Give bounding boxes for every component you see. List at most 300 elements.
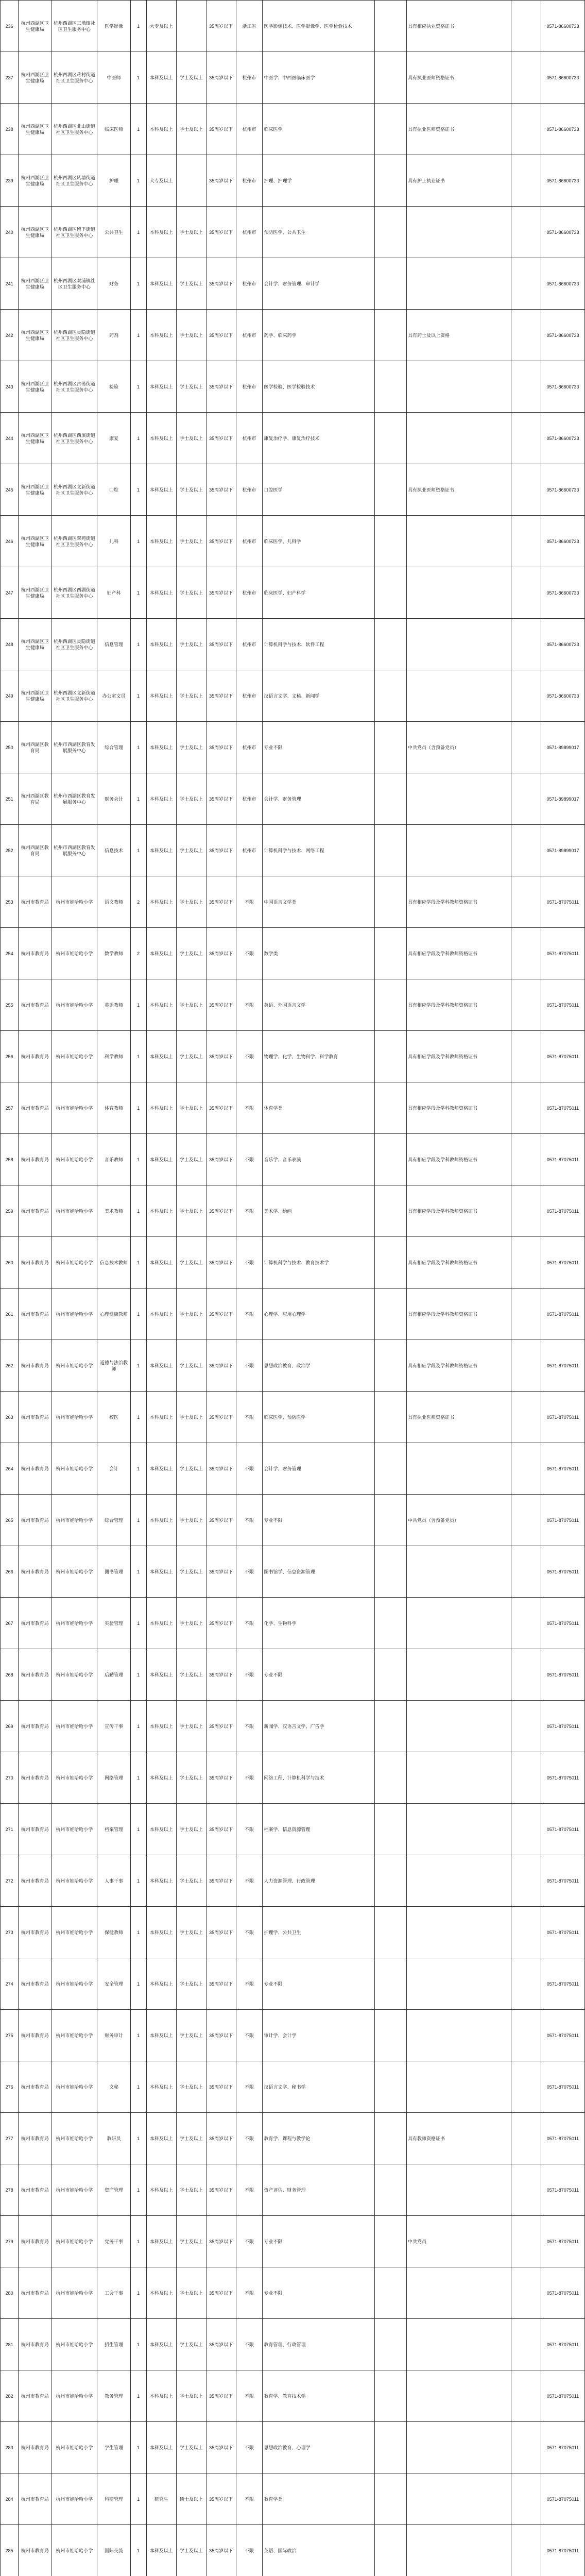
table-row xyxy=(1,2267,585,2319)
table-cell xyxy=(511,104,541,155)
table-cell: 0571-87075011 xyxy=(541,1237,584,1289)
table-cell: 0571-87075011 xyxy=(541,2525,584,2576)
table-cell: 教务管理 xyxy=(97,2370,130,2422)
table-cell: 不限 xyxy=(236,2422,263,2473)
table-cell: 本科及以上 xyxy=(146,1031,176,1082)
table-cell: 杭州市西湖区教育发展服务中心 xyxy=(51,722,97,773)
table-cell: 杭州市教育局 xyxy=(19,2473,51,2525)
table-cell: 工会干事 xyxy=(97,2267,130,2319)
table-cell: 本科及以上 xyxy=(146,1289,176,1340)
table-cell: 杭州市教育局 xyxy=(19,2267,51,2319)
table-cell: 杭州市教育局 xyxy=(19,1546,51,1598)
table-cell: 本科及以上 xyxy=(146,1907,176,1958)
table-cell: 1 xyxy=(130,1752,146,1804)
table-cell xyxy=(176,1,206,52)
table-cell: 35周岁以下 xyxy=(206,2113,236,2164)
table-cell: 后勤管理 xyxy=(97,1649,130,1701)
table-cell: 0571-86600733 xyxy=(541,619,584,670)
table-cell: 中共党员 xyxy=(407,2216,511,2267)
table-cell: 248 xyxy=(1,619,19,670)
table-cell xyxy=(511,670,541,722)
table-cell xyxy=(511,1289,541,1340)
table-cell: 具有药士及以上资格 xyxy=(407,310,511,361)
table-cell: 35周岁以下 xyxy=(206,1340,236,1392)
table-cell: 不限 xyxy=(236,1598,263,1649)
table-cell: 杭州市 xyxy=(236,52,263,104)
table-cell xyxy=(374,670,406,722)
table-cell: 不限 xyxy=(236,1031,263,1082)
table-cell: 0571-87075011 xyxy=(541,1340,584,1392)
table-cell: 35周岁以下 xyxy=(206,1134,236,1185)
table-cell: 学士及以上 xyxy=(176,567,206,619)
table-cell xyxy=(374,928,406,979)
table-cell xyxy=(407,773,511,825)
table-cell xyxy=(374,2061,406,2113)
table-cell: 不限 xyxy=(236,1185,263,1237)
table-cell: 35周岁以下 xyxy=(206,1289,236,1340)
table-cell: 35周岁以下 xyxy=(206,825,236,876)
table-cell: 临床医学、妇产科学 xyxy=(263,567,374,619)
table-cell: 本科及以上 xyxy=(146,361,176,413)
table-cell: 237 xyxy=(1,52,19,104)
table-cell: 学士及以上 xyxy=(176,1495,206,1546)
table-cell xyxy=(511,1082,541,1134)
table-cell xyxy=(407,2061,511,2113)
table-cell: 1 xyxy=(130,1855,146,1907)
table-cell: 杭州西湖区教育局 xyxy=(19,722,51,773)
table-cell: 学士及以上 xyxy=(176,1443,206,1495)
table-cell: 具有执业医师资格证书 xyxy=(407,52,511,104)
table-cell: 1 xyxy=(130,516,146,567)
table-cell: 学士及以上 xyxy=(176,1546,206,1598)
table-cell: 35周岁以下 xyxy=(206,1495,236,1546)
table-cell: 学士及以上 xyxy=(176,1598,206,1649)
table-cell: 科研管理 xyxy=(97,2473,130,2525)
table-cell: 0571-86600733 xyxy=(541,207,584,258)
table-cell: 1 xyxy=(130,2061,146,2113)
table-cell: 杭州市教育局 xyxy=(19,2370,51,2422)
table-cell: 279 xyxy=(1,2216,19,2267)
table-row xyxy=(1,155,585,207)
table-cell: 杭州市 xyxy=(236,104,263,155)
table-cell: 1 xyxy=(130,258,146,310)
table-cell: 本科及以上 xyxy=(146,1752,176,1804)
table-row xyxy=(1,1340,585,1392)
table-cell: 综合管理 xyxy=(97,722,130,773)
table-cell: 杭州西湖区卫生健康局 xyxy=(19,155,51,207)
table-cell: 1 xyxy=(130,361,146,413)
table-cell: 具有相应学段及学科教师资格证书 xyxy=(407,1082,511,1134)
table-cell: 1 xyxy=(130,310,146,361)
table-cell: 道德与法治教师 xyxy=(97,1340,130,1392)
table-cell: 杭州市教育局 xyxy=(19,1031,51,1082)
table-cell: 285 xyxy=(1,2525,19,2576)
table-cell: 杭州市娃哈哈小学 xyxy=(51,979,97,1031)
table-cell xyxy=(407,2370,511,2422)
table-cell: 医学检验、医学检验技术 xyxy=(263,361,374,413)
table-cell: 杭州西湖区教育局 xyxy=(19,825,51,876)
table-cell: 不限 xyxy=(236,1907,263,1958)
table-cell: 0571-87075011 xyxy=(541,1392,584,1443)
table-cell: 0571-86600733 xyxy=(541,464,584,516)
table-cell: 不限 xyxy=(236,2010,263,2061)
table-cell xyxy=(374,1804,406,1855)
table-cell xyxy=(511,207,541,258)
table-cell xyxy=(511,2113,541,2164)
table-row xyxy=(1,1752,585,1804)
table-cell: 35周岁以下 xyxy=(206,2216,236,2267)
table-cell: 杭州西湖区文新街道社区卫生服务中心 xyxy=(51,464,97,516)
table-cell: 1 xyxy=(130,1,146,52)
table-cell: 0571-86600733 xyxy=(541,310,584,361)
table-cell: 35周岁以下 xyxy=(206,1649,236,1701)
table-cell: 246 xyxy=(1,516,19,567)
table-cell: 杭州西湖区翠苑街道社区卫生服务中心 xyxy=(51,516,97,567)
table-cell: 0571-87075011 xyxy=(541,1289,584,1340)
table-cell: 不限 xyxy=(236,1546,263,1598)
table-cell: 242 xyxy=(1,310,19,361)
table-cell xyxy=(511,310,541,361)
table-row xyxy=(1,310,585,361)
table-cell: 杭州西湖区卫生健康局 xyxy=(19,207,51,258)
table-cell: 35周岁以下 xyxy=(206,1237,236,1289)
table-cell: 网络工程、计算机科学与技术 xyxy=(263,1752,374,1804)
table-cell xyxy=(374,773,406,825)
table-cell: 杭州市娃哈哈小学 xyxy=(51,2061,97,2113)
table-cell: 杭州市娃哈哈小学 xyxy=(51,2370,97,2422)
table-cell: 杭州市 xyxy=(236,516,263,567)
table-cell: 杭州西湖区蒋村街道社区卫生服务中心 xyxy=(51,52,97,104)
table-row xyxy=(1,361,585,413)
table-cell: 具有相应学段及学科教师资格证书 xyxy=(407,876,511,928)
table-cell: 265 xyxy=(1,1495,19,1546)
table-cell: 252 xyxy=(1,825,19,876)
table-cell: 260 xyxy=(1,1237,19,1289)
table-cell: 35周岁以下 xyxy=(206,1804,236,1855)
table-cell: 杭州西湖区灵隐街道社区卫生服务中心 xyxy=(51,310,97,361)
table-cell: 1 xyxy=(130,2525,146,2576)
table-cell: 271 xyxy=(1,1804,19,1855)
table-cell: 人力资源管理、行政管理 xyxy=(263,1855,374,1907)
table-cell: 0571-87075011 xyxy=(541,2319,584,2370)
table-cell: 资产管理 xyxy=(97,2164,130,2216)
table-row xyxy=(1,1546,585,1598)
table-cell: 会计 xyxy=(97,1443,130,1495)
table-cell: 杭州西湖区卫生健康局 xyxy=(19,670,51,722)
table-cell: 不限 xyxy=(236,1443,263,1495)
table-cell xyxy=(407,413,511,464)
table-cell: 杭州市教育局 xyxy=(19,2061,51,2113)
table-cell: 杭州西湖区转塘街道社区卫生服务中心 xyxy=(51,155,97,207)
table-row xyxy=(1,207,585,258)
table-cell xyxy=(374,310,406,361)
table-cell xyxy=(511,2216,541,2267)
table-cell: 263 xyxy=(1,1392,19,1443)
table-cell xyxy=(511,464,541,516)
table-cell xyxy=(511,1495,541,1546)
table-cell xyxy=(511,1855,541,1907)
table-cell: 不限 xyxy=(236,2216,263,2267)
table-row xyxy=(1,619,585,670)
table-cell xyxy=(374,2216,406,2267)
table-cell: 1 xyxy=(130,2319,146,2370)
table-cell xyxy=(511,1598,541,1649)
table-cell: 预防医学、公共卫生 xyxy=(263,207,374,258)
table-cell: 杭州市娃哈哈小学 xyxy=(51,876,97,928)
table-cell: 杭州市教育局 xyxy=(19,1134,51,1185)
table-cell: 具有相应学段及学科教师资格证书 xyxy=(407,1185,511,1237)
table-cell: 中医师 xyxy=(97,52,130,104)
table-cell: 236 xyxy=(1,1,19,52)
table-cell: 杭州市 xyxy=(236,567,263,619)
table-cell: 计算机科学与技术、软件工程 xyxy=(263,619,374,670)
table-cell: 杭州市娃哈哈小学 xyxy=(51,1495,97,1546)
table-cell: 本科及以上 xyxy=(146,567,176,619)
table-cell: 270 xyxy=(1,1752,19,1804)
table-cell: 杭州西湖区三墩镇社区卫生服务中心 xyxy=(51,1,97,52)
table-cell: 杭州市娃哈哈小学 xyxy=(51,1031,97,1082)
table-cell: 1 xyxy=(130,1958,146,2010)
table-cell: 资产评估、财务管理 xyxy=(263,2164,374,2216)
table-cell: 0571-87075011 xyxy=(541,1495,584,1546)
table-cell: 0571-86600733 xyxy=(541,104,584,155)
table-cell: 杭州市娃哈哈小学 xyxy=(51,2319,97,2370)
table-cell: 药学、临床药学 xyxy=(263,310,374,361)
table-cell xyxy=(374,258,406,310)
table-cell: 35周岁以下 xyxy=(206,928,236,979)
table-cell: 体育学类 xyxy=(263,1082,374,1134)
table-cell: 杭州市 xyxy=(236,207,263,258)
table-cell xyxy=(511,361,541,413)
table-cell: 学士及以上 xyxy=(176,1340,206,1392)
table-cell: 校医 xyxy=(97,1392,130,1443)
table-cell: 学士及以上 xyxy=(176,361,206,413)
table-cell xyxy=(407,1958,511,2010)
table-cell: 本科及以上 xyxy=(146,619,176,670)
table-cell: 美术学、绘画 xyxy=(263,1185,374,1237)
table-cell: 1 xyxy=(130,207,146,258)
table-cell: 本科及以上 xyxy=(146,207,176,258)
table-cell: 1 xyxy=(130,1598,146,1649)
table-cell: 1 xyxy=(130,1340,146,1392)
table-cell: 综合管理 xyxy=(97,1495,130,1546)
table-cell xyxy=(374,2422,406,2473)
table-cell xyxy=(374,2370,406,2422)
table-cell: 1 xyxy=(130,2216,146,2267)
table-cell: 本科及以上 xyxy=(146,104,176,155)
table-cell: 教育学、教育技术学 xyxy=(263,2370,374,2422)
table-cell xyxy=(374,1340,406,1392)
table-cell: 医学影像技术、医学影像学、医学检验技术 xyxy=(263,1,374,52)
table-cell: 杭州市娃哈哈小学 xyxy=(51,1907,97,1958)
table-cell: 专业不限 xyxy=(263,722,374,773)
table-cell xyxy=(511,1701,541,1752)
table-cell: 具有护士执业证书 xyxy=(407,155,511,207)
table-cell xyxy=(407,1752,511,1804)
table-cell xyxy=(511,52,541,104)
table-cell: 0571-87075011 xyxy=(541,1804,584,1855)
table-cell: 本科及以上 xyxy=(146,722,176,773)
table-cell: 会计学、财务管理、审计学 xyxy=(263,258,374,310)
table-cell: 0571-87075011 xyxy=(541,2164,584,2216)
table-cell: 276 xyxy=(1,2061,19,2113)
table-cell: 35周岁以下 xyxy=(206,155,236,207)
table-cell: 人事干事 xyxy=(97,1855,130,1907)
table-cell: 数学类 xyxy=(263,928,374,979)
table-cell: 本科及以上 xyxy=(146,876,176,928)
table-cell: 0571-87075011 xyxy=(541,1907,584,1958)
table-cell: 杭州市娃哈哈小学 xyxy=(51,2525,97,2576)
table-cell: 0571-87075011 xyxy=(541,979,584,1031)
table-cell: 253 xyxy=(1,876,19,928)
table-row xyxy=(1,2473,585,2525)
table-cell: 本科及以上 xyxy=(146,258,176,310)
table-cell: 英语、外国语言文学 xyxy=(263,979,374,1031)
table-cell xyxy=(374,2267,406,2319)
table-cell: 公共卫生 xyxy=(97,207,130,258)
table-cell: 本科及以上 xyxy=(146,1495,176,1546)
table-cell: 临床医师 xyxy=(97,104,130,155)
table-cell: 文秘 xyxy=(97,2061,130,2113)
table-cell: 药剂 xyxy=(97,310,130,361)
table-cell: 本科及以上 xyxy=(146,2164,176,2216)
table-cell: 杭州市教育局 xyxy=(19,1495,51,1546)
table-cell: 1 xyxy=(130,825,146,876)
table-cell xyxy=(374,1598,406,1649)
table-cell: 本科及以上 xyxy=(146,1392,176,1443)
table-cell: 浙江省 xyxy=(236,1,263,52)
table-cell: 274 xyxy=(1,1958,19,2010)
table-cell xyxy=(374,2010,406,2061)
table-cell xyxy=(407,1855,511,1907)
table-cell: 口腔 xyxy=(97,464,130,516)
table-cell xyxy=(407,619,511,670)
table-cell: 35周岁以下 xyxy=(206,1546,236,1598)
table-cell: 1 xyxy=(130,1649,146,1701)
table-cell: 专业不限 xyxy=(263,1649,374,1701)
table-cell: 杭州市 xyxy=(236,619,263,670)
table-cell xyxy=(511,1443,541,1495)
table-cell: 护理、护理学 xyxy=(263,155,374,207)
table-cell: 35周岁以下 xyxy=(206,1185,236,1237)
table-cell: 0571-86600733 xyxy=(541,413,584,464)
table-cell: 不限 xyxy=(236,1804,263,1855)
table-cell: 新闻学、汉语言文学、广告学 xyxy=(263,1701,374,1752)
table-cell: 学士及以上 xyxy=(176,1185,206,1237)
table-cell: 杭州市娃哈哈小学 xyxy=(51,2267,97,2319)
table-cell xyxy=(374,2319,406,2370)
table-cell: 268 xyxy=(1,1649,19,1701)
table-cell: 汉语言文学、文秘、新闻学 xyxy=(263,670,374,722)
table-cell: 杭州西湖区卫生健康局 xyxy=(19,104,51,155)
table-cell: 杭州市教育局 xyxy=(19,2010,51,2061)
table-cell xyxy=(511,928,541,979)
table-cell: 35周岁以下 xyxy=(206,516,236,567)
table-cell: 35周岁以下 xyxy=(206,1392,236,1443)
table-cell xyxy=(374,516,406,567)
table-cell: 1 xyxy=(130,2473,146,2525)
table-cell: 杭州市 xyxy=(236,413,263,464)
table-cell: 中共党员（含预备党员） xyxy=(407,1495,511,1546)
table-cell: 35周岁以下 xyxy=(206,1031,236,1082)
table-cell: 教育学、课程与教学论 xyxy=(263,2113,374,2164)
table-cell: 不限 xyxy=(236,1340,263,1392)
table-cell: 杭州市娃哈哈小学 xyxy=(51,1392,97,1443)
table-cell: 35周岁以下 xyxy=(206,1752,236,1804)
table-cell: 信息技术教师 xyxy=(97,1237,130,1289)
table-cell: 0571-87075011 xyxy=(541,2370,584,2422)
table-cell: 美术教师 xyxy=(97,1185,130,1237)
table-cell: 物理学、化学、生物科学、科学教育 xyxy=(263,1031,374,1082)
table-row xyxy=(1,2216,585,2267)
table-cell xyxy=(374,1443,406,1495)
table-cell: 杭州市教育局 xyxy=(19,1958,51,2010)
table-cell: 35周岁以下 xyxy=(206,2010,236,2061)
table-cell: 学士及以上 xyxy=(176,825,206,876)
table-row xyxy=(1,1958,585,2010)
table-cell: 学士及以上 xyxy=(176,1804,206,1855)
table-cell: 大专及以上 xyxy=(146,155,176,207)
table-cell: 1 xyxy=(130,1031,146,1082)
table-cell: 35周岁以下 xyxy=(206,2473,236,2525)
table-cell: 不限 xyxy=(236,1649,263,1701)
table-cell: 中共党员（含预备党员） xyxy=(407,722,511,773)
table-row xyxy=(1,2113,585,2164)
table-cell: 学士及以上 xyxy=(176,1237,206,1289)
table-cell: 具有相应学段及学科教师资格证书 xyxy=(407,1237,511,1289)
table-row xyxy=(1,2010,585,2061)
table-cell: 本科及以上 xyxy=(146,2061,176,2113)
table-cell: 杭州西湖区文新街道社区卫生服务中心 xyxy=(51,670,97,722)
table-cell xyxy=(407,2319,511,2370)
table-cell xyxy=(407,1649,511,1701)
table-cell xyxy=(511,2010,541,2061)
table-cell: 具有执业医师资格证书 xyxy=(407,104,511,155)
table-cell: 1 xyxy=(130,722,146,773)
table-cell: 本科及以上 xyxy=(146,2113,176,2164)
table-cell: 音乐学、音乐表演 xyxy=(263,1134,374,1185)
table-cell: 0571-86600733 xyxy=(541,516,584,567)
table-cell xyxy=(374,1546,406,1598)
table-cell: 35周岁以下 xyxy=(206,207,236,258)
table-cell: 财务会计 xyxy=(97,773,130,825)
table-cell: 不限 xyxy=(236,2164,263,2216)
table-cell: 学士及以上 xyxy=(176,928,206,979)
table-cell: 35周岁以下 xyxy=(206,2061,236,2113)
table-row xyxy=(1,1237,585,1289)
table-cell: 261 xyxy=(1,1289,19,1340)
table-cell: 272 xyxy=(1,1855,19,1907)
table-row xyxy=(1,1392,585,1443)
table-cell: 1 xyxy=(130,670,146,722)
table-row xyxy=(1,1804,585,1855)
table-cell: 中医学、中西医临床医学 xyxy=(263,52,374,104)
table-cell: 244 xyxy=(1,413,19,464)
table-cell: 杭州西湖区卫生健康局 xyxy=(19,413,51,464)
table-cell: 1 xyxy=(130,979,146,1031)
table-cell: 学士及以上 xyxy=(176,1031,206,1082)
table-cell: 具有执业医师资格证书 xyxy=(407,464,511,516)
table-cell: 杭州西湖区西溪街道社区卫生服务中心 xyxy=(51,413,97,464)
table-cell xyxy=(374,1495,406,1546)
table-cell: 1 xyxy=(130,52,146,104)
table-cell xyxy=(374,825,406,876)
table-cell: 本科及以上 xyxy=(146,1958,176,2010)
table-cell: 护理学、公共卫生 xyxy=(263,1907,374,1958)
table-cell: 杭州市教育局 xyxy=(19,1082,51,1134)
table-cell: 计算机科学与技术、教育技术学 xyxy=(263,1237,374,1289)
table-cell: 35周岁以下 xyxy=(206,1907,236,1958)
